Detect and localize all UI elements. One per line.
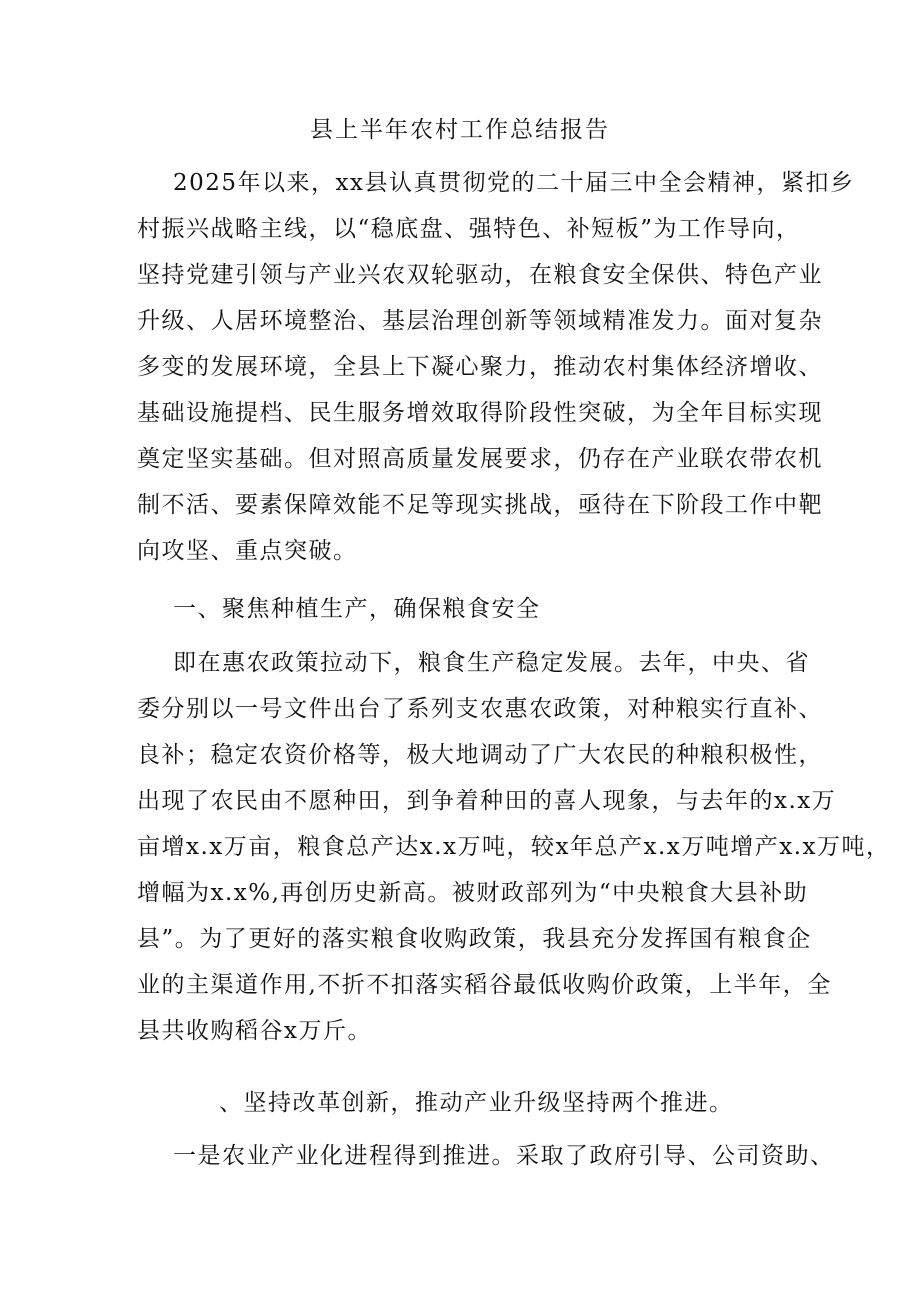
- section-heading-1: 一、聚焦种植生产，确保粮食安全: [173, 596, 541, 622]
- paragraph-line: 一是农业产业化进程得到推进。采取了政府引导、公司资助、: [173, 1143, 835, 1169]
- paragraph-line: 奠定坚实基础。但对照高质量发展要求，仍存在产业联农带农机: [137, 446, 823, 472]
- paragraph-line: 县共收购稻谷x万斤。: [137, 1018, 372, 1044]
- document-title: 县上半年农村工作总结报告: [310, 117, 610, 143]
- paragraph-line: 基础设施提档、民生服务增效取得阶段性突破，为全年目标实现: [137, 400, 823, 426]
- paragraph-line: 向攻坚、重点突破。: [137, 538, 358, 564]
- paragraph-line: 2025年以来，xx县认真贯彻党的二十届三中全会精神，紧扣乡: [173, 170, 855, 196]
- paragraph-line: 委分别以一号文件出台了系列支农惠农政策，对种粮实行直补、: [137, 696, 823, 722]
- paragraph-line: 多变的发展环境，全县上下凝心聚力，推动农村集体经济增收、: [137, 354, 823, 380]
- paragraph-line: 村振兴战略主线，以“稳底盘、强特色、补短板”为工作导向，: [137, 216, 801, 242]
- section-heading-2: 、坚持改革创新，推动产业升级坚持两个推进。: [219, 1090, 734, 1116]
- paragraph-line: 出现了农民由不愿种田，到争着种田的喜人现象，与去年的x.x万: [137, 788, 837, 814]
- paragraph-line: 即在惠农政策拉动下，粮食生产稳定发展。去年，中央、省: [173, 650, 810, 676]
- paragraph-line: 亩增x.x万亩，粮食总产达x.x万吨，较x年总产x.x万吨增产x.x万吨，: [137, 834, 891, 860]
- paragraph-line: 业的主渠道作用,不折不扣落实稻谷最低收购价政策，上半年，全: [137, 972, 832, 998]
- paragraph-line: 制不活、要素保障效能不足等现实挑战，亟待在下阶段工作中靶: [137, 492, 823, 518]
- paragraph-line: 县”。为了更好的落实粮食收购政策，我县充分发挥国有粮食企: [137, 926, 812, 952]
- paragraph-line: 良补；稳定农资价格等，极大地调动了广大农民的种粮积极性，: [137, 742, 823, 768]
- paragraph-line: 坚持党建引领与产业兴农双轮驱动，在粮食安全保供、特色产业: [137, 262, 823, 288]
- paragraph-line: 升级、人居环境整治、基层治理创新等领域精准发力。面对复杂: [137, 308, 823, 334]
- paragraph-line: 增幅为x.x%,再创历史新高。被财政部列为“中央粮食大县补助: [137, 880, 809, 906]
